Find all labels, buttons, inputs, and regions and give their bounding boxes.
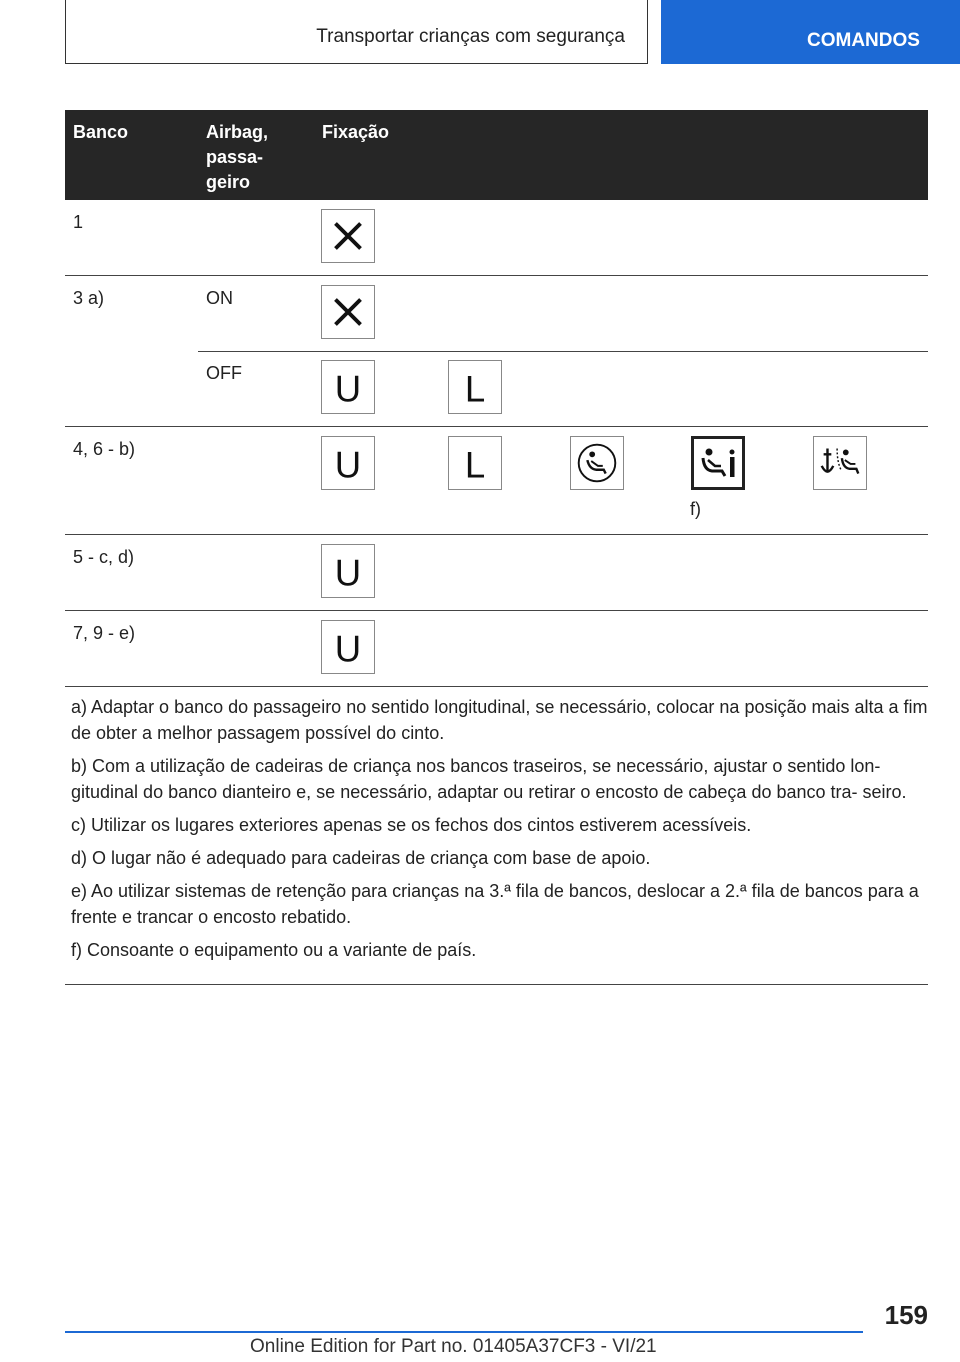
table-row [65, 535, 928, 611]
col-header-fixacao: Fixação [322, 122, 390, 142]
i-size-info-icon [691, 436, 745, 490]
table-footnotes [65, 694, 928, 970]
universal-u-icon [321, 436, 375, 490]
seat-label: 5 - c, d) [73, 547, 135, 567]
footnote-a: a) Adaptar o banco do passageiro no sentido longitudinal, se necessário, colocar na posição mais alta a fim de obter a melhor passagem possível do cinto. [71, 697, 928, 743]
footer-divider [65, 1331, 863, 1333]
edition-info: Online Edition for Part no. 01405A37CF3 - VI/21 [250, 1336, 657, 1357]
seat-label: 3 a) [73, 288, 105, 308]
universal-u-icon [321, 620, 375, 674]
semi-universal-l-icon [448, 360, 502, 414]
semi-universal-l-icon [448, 436, 502, 490]
seat-label: 4, 6 - b) [73, 439, 136, 459]
footnote-f: f) Consoante o equipamento ou a variante de país. [71, 940, 477, 960]
svg-text:U: U [334, 368, 362, 410]
col-header-banco: Banco [73, 122, 129, 142]
i-size-seat-icon [570, 436, 624, 490]
footnote-e: e) Ao utilizar sistemas de retenção para crianças na 3.ª fila de bancos, deslocar a 2.ª fila de bancos para a frente e trancar o encosto rebatido. [71, 881, 919, 927]
table-row [65, 427, 928, 535]
airbag-state-off: OFF [206, 363, 242, 383]
col-header-airbag: Airbag, passa- geiro [206, 122, 269, 192]
svg-text:U: U [334, 552, 362, 594]
svg-text:L: L [464, 368, 486, 410]
notes-divider [65, 984, 928, 985]
universal-u-icon [321, 544, 375, 598]
page-number: 159 [884, 1300, 928, 1330]
svg-text:L: L [464, 444, 486, 486]
footnote-d: d) O lugar não é adequado para cadeiras de criança com base de apoio. [71, 848, 651, 868]
universal-u-icon [321, 360, 375, 414]
seat-label: 1 [73, 212, 84, 232]
chapter-label: COMANDOS [807, 30, 920, 51]
section-title: Transportar crianças com segurança [316, 26, 625, 47]
x-mark-icon [321, 285, 375, 339]
footnote-f-marker: f) [690, 499, 701, 519]
table-row [65, 276, 928, 427]
table-header [65, 110, 928, 200]
footnote-b: b) Com a utilização de cadeiras de criança nos bancos traseiros, se necessário, ajustar o sentido lon- gitudinal do banco dianteiro e, se necessário, adaptar ou retirar o encosto de cabeça do banco tra- seiro. [71, 756, 907, 802]
svg-text:U: U [334, 444, 362, 486]
x-mark-icon [321, 209, 375, 263]
seat-label: 7, 9 - e) [73, 623, 136, 643]
airbag-state-on: ON [206, 288, 233, 308]
table-row [65, 611, 928, 687]
svg-text:U: U [334, 628, 362, 670]
chapter-tab[interactable] [661, 0, 960, 64]
table-row [65, 200, 928, 276]
header-section-box [65, 0, 648, 64]
isofix-anchor-seat-icon [813, 436, 867, 490]
row-divider [198, 351, 928, 352]
child-seat-table [65, 110, 928, 687]
footnote-c: c) Utilizar os lugares exteriores apenas se os fechos dos cintos estiverem acessíveis. [71, 815, 752, 835]
